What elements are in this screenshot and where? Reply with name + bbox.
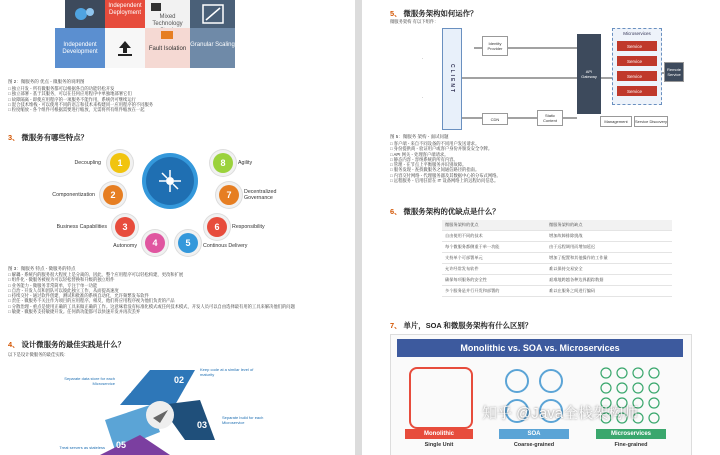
fig2-diagram: [55, 0, 295, 68]
service-discovery-box: Service Discovery: [634, 116, 668, 127]
right-page: [362, 0, 720, 455]
fig2-bullet-list: [8, 86, 348, 112]
section-5-heading: [390, 8, 477, 19]
table-cell: 多个服务是并行开发和部署的: [442, 286, 546, 297]
section-number: 7、: [390, 321, 402, 330]
section-6-heading: [390, 206, 500, 217]
bullet: □ 客户端 - 来自不同设备的不同用户发送请求。: [390, 141, 480, 146]
bullet: □ 独立开发 - 所有微服务都可以根据各自的功能轻松开发: [8, 86, 115, 91]
soa-label: SOA: [499, 429, 569, 439]
practice-number-03: 03: [197, 420, 208, 430]
tile-label: Fault Isolation: [148, 46, 187, 52]
fig7-title: Monolithic vs. SOA vs. Microservices: [460, 343, 620, 353]
remote-service-box: Remote Service: [664, 62, 684, 82]
api-gateway-box: API Gateway: [577, 34, 601, 114]
tile-granular-scaling: [190, 28, 235, 68]
section-4-heading: [8, 339, 125, 350]
fig7-comparison: [390, 334, 692, 455]
section-5-intro: 微服务架构 有以下组件：: [390, 19, 439, 24]
table-cell: 增加了配置和其他操作的工作量: [546, 253, 672, 264]
bullet: □ 管理 - 在节点上平衡服务并识别故障。: [390, 162, 467, 168]
table-cell: 难以在服务之间进行编码: [546, 286, 672, 297]
tile-top-right: [190, 0, 235, 28]
segment-05: [100, 435, 170, 455]
practice-number-05: 05: [116, 440, 127, 450]
tile-fault-isolation: [145, 28, 190, 68]
section-number: 6、: [390, 207, 402, 216]
watermark: 知乎 @Java全栈架构师: [482, 405, 639, 422]
feature-badge-4: 4: [145, 233, 165, 253]
monolithic-sub: Single Unit: [424, 442, 454, 448]
feature-badge-2: 2: [103, 185, 123, 205]
monolithic-label: Monolithic: [405, 429, 473, 439]
cdn-box: CDN: [482, 113, 508, 125]
service-box: Service: [617, 71, 657, 81]
section-title: 设计微服务的最佳实践是什么？: [21, 340, 125, 349]
architecture-diagram: [422, 28, 682, 128]
feature-label-agility: Agility: [238, 160, 253, 166]
section-4-intro: 以下是设计微服务的最佳实践：: [8, 352, 69, 357]
practice-number-01: 01: [121, 385, 132, 395]
cloud-logo-icon: [161, 31, 173, 39]
service-box: Service: [617, 41, 657, 51]
table-cell: 允许经常发布软件: [442, 264, 546, 275]
section-title: 微服务架构如何运作？: [403, 9, 478, 18]
bullet: □ 责任 - 微服务不关注作为项目的应用程序。相反，他们将应用程序视为他们负责的产品: [8, 298, 175, 304]
table-row: [442, 275, 672, 286]
static-content-box: Static Content: [537, 110, 563, 126]
section-number: 3、: [8, 133, 20, 142]
fig5-caption: 图 5：微服务 架构 - 面试问题: [390, 134, 449, 139]
tile-label: Independent Development: [62, 42, 98, 55]
client-box: [442, 28, 462, 130]
table-cell: 支持单个可部署单元: [442, 253, 546, 264]
bullet: □ 故障隔离 - 即使应用程序的一项服务不能作用，系统仍可继续运行: [8, 96, 136, 102]
practice-number-02: 02: [174, 375, 185, 385]
practice-text-01: Separate data store for each Microservice: [64, 376, 115, 386]
feature-label-continous-delivery: Continous Delivery: [203, 243, 248, 249]
bullet: □ 分散治理 - 重点是使用正确的工具来做正确的工作。这意味着没有标准化模式或任何技术模式，开发人员可以自由选择最有用的工具来解决他们的问题: [8, 303, 295, 309]
tile-mixed-technology: [145, 0, 190, 28]
bullet: □ 身份提供商 - 验证用户或客户身份并颁发安全令牌。: [390, 146, 493, 152]
pros-cons-table: [442, 220, 672, 297]
microservices-sub: Fine-grained: [614, 442, 648, 448]
feature-label-componentization: Componentization: [52, 192, 95, 198]
tile-label: Mixed Technology: [152, 14, 183, 27]
bullet: □ 持续交付 - 通过软件创建、测试和批准的系统自动化，允许频繁发布软件: [8, 293, 149, 299]
tile-label: Independent Deployment: [108, 3, 142, 16]
section-title: 微服务有哪些特点？: [21, 133, 89, 142]
table-header-cell: 微服务架构的优点: [442, 220, 546, 231]
feature-badge-5: 5: [178, 233, 198, 253]
practice-text-02: Keep code at a similar level of maturity: [200, 367, 254, 377]
feature-label-decoupling: Decoupling: [74, 160, 101, 166]
table-cell: 确保每项服务的安全性: [442, 275, 546, 286]
feature-label-business-capabilities: Business Capabilities: [56, 224, 107, 230]
table-header-row: [442, 220, 672, 231]
hub-circle: [146, 157, 194, 205]
bullet: □ 粒度缩放 - 各个组件可根据需要进行缩放，无需将所有组件缩放在一起: [8, 107, 145, 113]
table-cell: 每个微服务都侧重于单一功能: [442, 242, 546, 253]
feature-badge-1: 1: [110, 153, 130, 173]
feature-label-autonomy: Autonomy: [113, 243, 137, 249]
table-cell: 艰难地跨越各种边界跟踪数据: [546, 275, 672, 286]
table-row: [442, 242, 672, 253]
section-7-heading: [390, 320, 532, 331]
microservices-group: [612, 28, 662, 105]
bullet: □ 组件化 - 微服务被视为可以轻松替换和升级的独立组件: [8, 277, 115, 283]
scaling-icon: [201, 3, 225, 25]
bullet: □ 服务发现 - 查找微服务之间通信路径的指南。: [390, 167, 480, 173]
tech-logo-icon: [151, 3, 161, 11]
bullet: □ 解耦 - 系统内的服务很大程度上是分离的。因此，整个应用程序可以轻松构建，更改和扩展: [8, 272, 184, 277]
left-page: [0, 0, 355, 455]
tile-top-left: [65, 0, 105, 28]
bullet: □ 敏捷 - 微服务支持敏捷开发。任何新功能都可以快速开发并再次丢弃: [8, 309, 141, 315]
feature-badge-8: 8: [213, 153, 233, 173]
fig3-bullet-list: [8, 272, 350, 314]
bullet: □ 远程服务 - 启用驻留在 IT 设备网络上的远程访问信息。: [390, 178, 499, 184]
fig5-bullet-list: [390, 141, 710, 183]
practice-text-05: Treat servers as stateless: [59, 445, 105, 450]
fig7-title-bar: [397, 339, 683, 357]
bullet: □ 混合技术堆栈 - 可以使用不同的语言和技术来构建同一应用程序的不同服务: [8, 101, 154, 107]
upload-icon: [115, 38, 135, 58]
service-box: Service: [617, 56, 657, 66]
table-cell: 难以保持交易安全: [546, 264, 672, 275]
bullet: □ 独立部署 - 基于其服务，可以在任何应用程序中单独地部署它们: [8, 91, 132, 97]
fig3-caption: 图 3：微服务 特点 - 微服务的特点: [8, 266, 76, 271]
table-row: [442, 253, 672, 264]
table-row: [442, 231, 672, 242]
tile-deploy-icon: [105, 28, 145, 68]
section-3-heading: [8, 132, 88, 143]
section-title: 微服务架构的优缺点是什么？: [403, 207, 500, 216]
feature-badge-6: 6: [207, 217, 227, 237]
gears-icon: [72, 4, 98, 24]
feature-label-decentralized-governance: Decentralized Governance: [244, 189, 277, 201]
identity-provider-box: Identity Provider: [482, 36, 508, 56]
bullet: □ API 网关 - 处理客户端请求。: [390, 151, 449, 157]
tile-independent-deployment: [105, 0, 145, 28]
monolithic-shape: [409, 367, 473, 429]
service-box: Service: [617, 86, 657, 96]
feature-badge-7: 7: [219, 185, 239, 205]
bullet: □ 自治 - 开发人员和团队可以彼此独立工作，从而提高速度: [8, 287, 119, 293]
feature-label-responsibility: Responsibility: [232, 224, 265, 230]
table-cell: 由于远程调用而增加延迟: [546, 242, 672, 253]
table-header-cell: 微服务架构的缺点: [546, 220, 672, 231]
section-number: 5、: [390, 9, 402, 18]
features-diagram: [0, 145, 355, 255]
table-row: [442, 264, 672, 275]
tile-independent-development: [55, 28, 105, 68]
table-cell: 增加故障排除挑战: [546, 231, 672, 242]
client-label: CLIENT: [449, 63, 455, 95]
bullet: □ 静态内容 - 容纳系统的所有内容。: [390, 156, 458, 162]
tile-label: Granular Scaling: [190, 42, 235, 48]
section-title: 单片，SOA 和微服务架构有什么区别？: [403, 321, 533, 330]
table-cell: 自由使用不同的技术: [442, 231, 546, 242]
fig2-caption: 图 2：微服务的 优点 - 微服务的说明图: [8, 79, 85, 84]
microservices-label: Microservices: [596, 429, 666, 439]
practices-diagram: [0, 360, 355, 455]
management-box: Management: [600, 116, 632, 127]
bullet: □ 业务能力 - 微服务非常简单，专注于单一功能: [8, 282, 98, 288]
practice-text-03: Separate build for each Microservice: [222, 415, 264, 425]
soa-sub: Coarse-grained: [513, 442, 555, 448]
table-row: [442, 286, 672, 297]
feature-badge-3: 3: [115, 217, 135, 237]
section-number: 4、: [8, 340, 20, 349]
microservices-group-label: Microservices: [623, 31, 651, 36]
bullet: □ 内容交付网络 - 代理服务器及其数据中心的分布式网络。: [390, 172, 501, 178]
network-icon: [156, 167, 184, 195]
